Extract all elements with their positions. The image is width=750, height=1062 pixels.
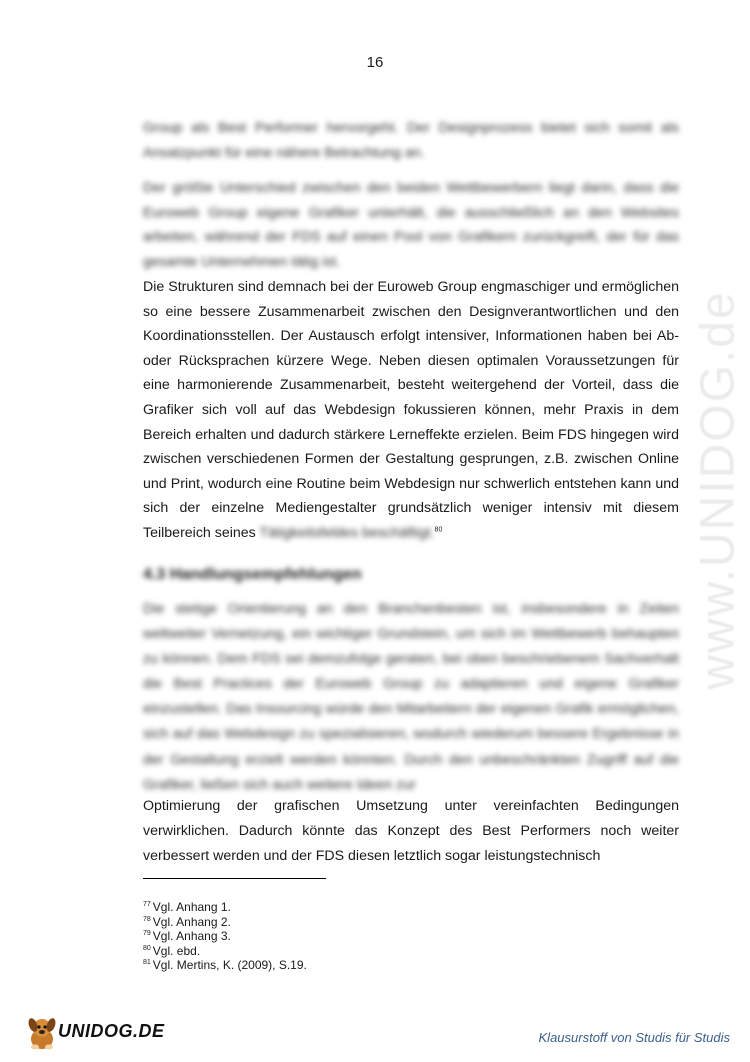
body-text <box>143 275 679 546</box>
body-text: Optimierung der grafischen Umsetzung unter vereinfachten Bedingungen verwirklichen. Dadurch könnte das Konzept des Best Performers noch weiter verbessert werden und der FDS diesen letztlich sogar leistungstechnisch <box>143 798 679 865</box>
footnote-ref: 80 <box>434 526 443 534</box>
blurred-paragraph-difference <box>143 176 679 274</box>
logo-text: UNIDOG.DE <box>58 1021 165 1041</box>
footnote-item <box>143 929 307 944</box>
footnote-text: Vgl. Anhang 2. <box>152 914 231 929</box>
blurred-text: Group als Best Performer hervorgeht. Der Designprozess bietet sich somit als Ansatzpunkt für eine nähere Betrachtung an. <box>143 120 679 161</box>
blurred-paragraph-recommendations <box>143 597 679 798</box>
unidog-logo[interactable] <box>22 1013 165 1055</box>
footnote-item <box>143 944 307 959</box>
footnote-number: 78 <box>143 915 151 923</box>
footnote-number: 79 <box>143 930 151 938</box>
blurred-paragraph-intro <box>143 116 679 165</box>
footnote-item <box>143 958 307 973</box>
body-text-blurred-tail: Tätigkeitsfeldes beschäftigt. <box>259 524 435 541</box>
footnote-text: Vgl. Mertins, K. (2009), S.19. <box>152 958 307 973</box>
footnote-number: 81 <box>143 959 151 967</box>
body-paragraph-optimization <box>143 794 679 869</box>
footnote-number: 80 <box>143 944 151 952</box>
page-number: 16 <box>366 54 384 71</box>
footnote-text: Vgl. Anhang 3. <box>152 929 231 944</box>
footnote-item <box>143 915 307 930</box>
body-text-main: Die Strukturen sind demnach bei der Euroweb Group engmaschiger und ermöglichen so eine bessere Zusammenarbeit zwischen den Designverantwortlichen und den Koordinationsstellen. Der Austausch erfolgt intensiver, Informationen haben bei Ab- oder Rücksprachen kürzere Wege. Neben diesen optimalen Voraussetzungen für eine harmonierende Zusammenarbeit, besteht weitergehend der Vorteil, dass die Grafiker sich voll auf das Webdesign fokussieren können, mehr Praxis in dem Bereich erhalten und dadurch stärkere Lerneffekte erzielen. Beim FDS hingegen wird zwischen verschiedenen Formen der Gestaltung gesprungen, z.B. zwischen Online und Print, wodurch eine Routine beim Webdesign nur schwerlich entstehen kann und sich der einzelne Mediengestalter grundsätzlich weniger intensiv mit diesem Teilbereich seines <box>143 279 679 541</box>
footnote-list <box>143 900 307 973</box>
footnote-divider <box>143 878 326 879</box>
body-paragraph-structures <box>143 275 679 546</box>
tagline: Klausurstoff von Studis für Studis <box>538 1030 730 1045</box>
blurred-text: Der größte Unterschied zwischen den beiden Wettbewerbern liegt darin, dass die Euroweb Group eigene Grafiker unterhält, die ausschließlich an den Websites arbeiten, während der FDS auf einen Pool von Grafikern zurückgreift, der für das gesamte Unternehmen tätig ist. <box>143 180 679 270</box>
footnote-item <box>143 900 307 915</box>
footnote-text: Vgl. ebd. <box>152 943 201 958</box>
footnote-number: 77 <box>143 901 151 908</box>
section-heading: 4.3 Handlungsempfehlungen <box>143 566 362 583</box>
blurred-text: Die stetige Orientierung an den Branchenbesten ist, insbesondere in Zeiten weltweiter Vernetzung, ein wichtiger Grundstein, um sich im Wettbewerb behaupten zu können. Dem FDS sei demzufolge geraten, bei oben beschriebenem Sachverhalt die Best Practices der Euroweb Group zu adaptieren und eigene Grafiker einzustellen. Das Insourcing würde den Mitarbeitern der eigenen Grafik ermöglichen, sich auf das Webdesign zu spezialisieren, wodurch wiederum bessere Ergebnisse in der Gestaltung erzielt werden könnten. Durch den unbeschränkten Zugriff auf die Grafiker, ließen sich auch weitere Ideen zur <box>143 601 679 793</box>
dog-icon <box>22 1013 62 1053</box>
footnote-text: Vgl. Anhang 1. <box>152 900 231 914</box>
watermark: www.UNIDOG.de <box>691 290 745 690</box>
